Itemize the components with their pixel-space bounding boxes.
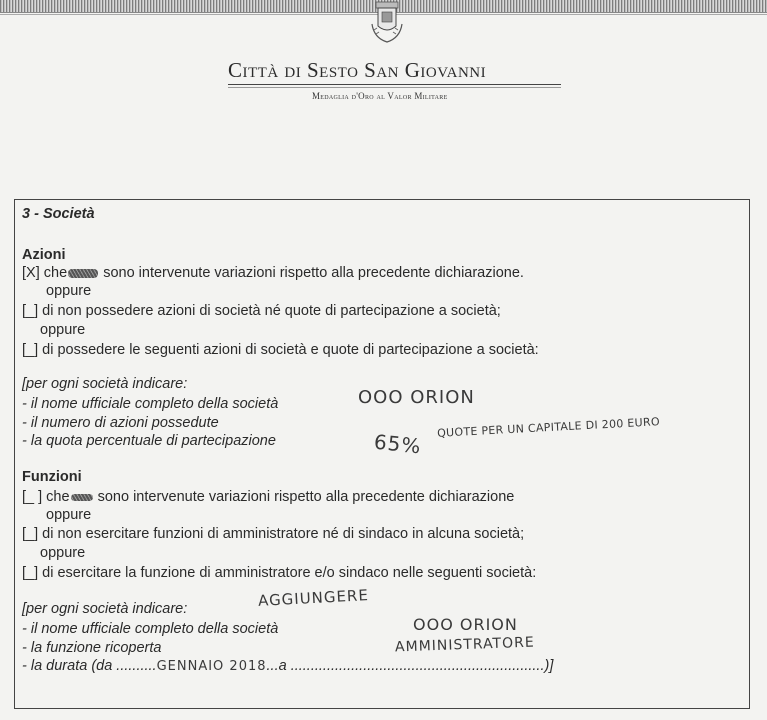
funzioni-option-1[interactable] [22, 489, 514, 505]
title-rule [228, 84, 561, 85]
funzioni-heading: Funzioni [22, 469, 82, 485]
funzioni-field-duration [22, 658, 553, 674]
duration-from-label: - la durata (da .......... [22, 658, 157, 674]
funzioni-opt1-pre: [_ ] che [22, 489, 70, 505]
funzioni-field-role: - la funzione ricoperta [22, 640, 162, 656]
funzioni-oppure-2: oppure [40, 545, 86, 561]
azioni-opt1-post: sono intervenute variazioni rispetto alla precedente dichiarazione. [103, 265, 524, 281]
strikethrough-scribble [71, 494, 93, 501]
handwritten-role: AMMINISTRATORE [394, 634, 535, 656]
azioni-field-name: - il nome ufficiale completo della società [22, 396, 279, 412]
azioni-opt1-pre: che [43, 265, 68, 281]
funzioni-option-3[interactable]: [_] di esercitare la funzione di amministratore e/o sindaco nelle seguenti società: [22, 565, 537, 581]
azioni-field-percent: - la quota percentuale di partecipazione [22, 433, 276, 449]
city-title: Città di Sesto San Giovanni [228, 58, 487, 82]
handwritten-start-date: GENNAIO 2018 [156, 659, 267, 674]
title-rule-secondary [228, 87, 561, 88]
duration-to-label: ...a ...............................................................)] [266, 658, 554, 674]
strikethrough-scribble [68, 269, 98, 278]
azioni-oppure-2: oppure [40, 322, 86, 338]
azioni-heading: Azioni [22, 247, 66, 263]
funzioni-opt1-post: sono intervenute variazioni rispetto alla precedente dichiarazione [97, 489, 515, 505]
azioni-option-3[interactable]: [_] di possedere le seguenti azioni di società e quote di partecipazione a società: [22, 342, 539, 358]
handwritten-quota-note: QUOTE PER UN CAPITALE DI 200 EURO [436, 415, 661, 440]
handwritten-percent: 65% [372, 429, 423, 459]
handwritten-aggiungere: AGGIUNGERE [257, 586, 370, 610]
handwritten-company-name: OOO ORION [358, 387, 475, 408]
handwritten-function-company: OOO ORION [413, 615, 518, 634]
funzioni-field-name: - il nome ufficiale completo della società [22, 621, 279, 637]
medal-subtitle: Medaglia d'Oro al Valor Militare [312, 91, 448, 101]
azioni-option-1 [22, 265, 524, 281]
section-title: 3 - Società [22, 206, 95, 222]
funzioni-indicare: [per ogni società indicare: [22, 601, 188, 617]
azioni-option-2[interactable]: [_] di non possedere azioni di società né quote di partecipazione a società; [22, 303, 501, 319]
azioni-checkbox-checked[interactable]: [X] [22, 265, 40, 281]
azioni-oppure-1: oppure [46, 283, 92, 299]
azioni-indicare: [per ogni società indicare: [22, 376, 188, 392]
funzioni-option-2[interactable]: [_] di non esercitare funzioni di amministratore né di sindaco in alcuna società; [22, 526, 525, 542]
funzioni-oppure-1: oppure [46, 507, 92, 523]
city-crest-emblem [364, 0, 410, 50]
azioni-field-shares: - il numero di azioni possedute [22, 415, 219, 431]
